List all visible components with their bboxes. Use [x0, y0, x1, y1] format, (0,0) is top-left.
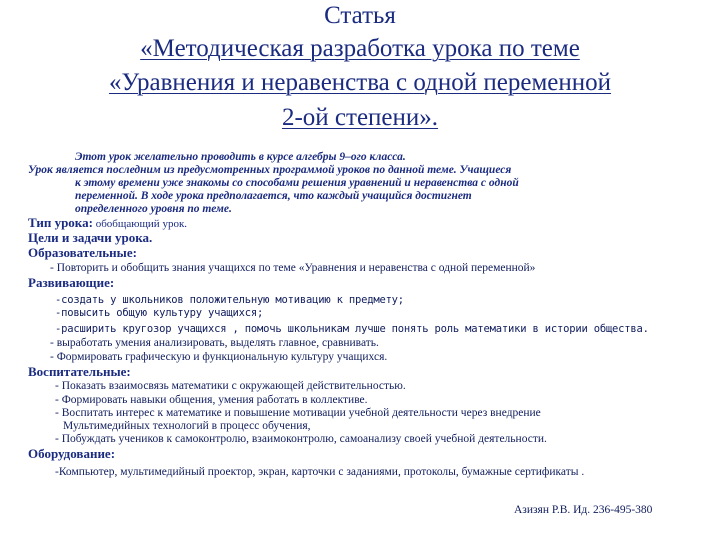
- upbringing-item: Мультимедийных технологий в процесс обучения,: [63, 420, 311, 432]
- intro-line-1: Этот урок желательно проводить в курсе алгебры 9–ого класса.: [75, 151, 406, 163]
- intro-line-2: Урок является последним из предусмотренных программой уроков по данной теме. Учащиеся: [28, 164, 512, 176]
- developing-item: -повысить общую культуру учащихся;: [55, 307, 264, 319]
- lesson-type-label: Тип урока:: [28, 215, 93, 230]
- title-line-1-text: «Методическая разработка урока по теме: [140, 35, 580, 62]
- equipment-heading: Оборудование:: [28, 446, 116, 461]
- article-label: Статья: [324, 2, 396, 29]
- goals-heading: Цели и задачи урока.: [28, 230, 153, 245]
- educational-heading: Образовательные:: [28, 245, 137, 260]
- educational-item: - Повторить и обобщить знания учащихся по теме «Уравнения и неравенства с одной переменной»: [50, 262, 536, 274]
- developing-item: -расширить кругозор учащихся , помочь школьникам лучше понять роль математики в истории общества.: [55, 323, 649, 335]
- intro-line-5: определенного уровня по теме.: [75, 203, 232, 215]
- upbringing-item: - Формировать навыки общения, умения работать в коллективе.: [55, 394, 368, 406]
- title-line-2-text: «Уравнения и неравенства с одной переменной: [108, 69, 612, 96]
- developing-heading: Развивающие:: [28, 275, 115, 290]
- upbringing-heading: Воспитательные:: [28, 364, 131, 379]
- lesson-type: [28, 216, 187, 231]
- title-line-2: [0, 68, 720, 98]
- intro-line-4: переменной. В ходе урока предполагается, что каждый учащийся достигнет: [75, 190, 472, 202]
- author-signature: Азизян Р.В. Ид. 236-495-380: [514, 504, 653, 516]
- equipment-item: -Компьютер, мультимедийный проектор, экран, карточки с заданиями, протоколы, бумажные сертификаты .: [55, 466, 585, 478]
- title-line-3: 2-ой степени».: [281, 104, 439, 131]
- upbringing-item: - Воспитать интерес к математике и повышение мотивации учебной деятельности через внедрение: [55, 407, 541, 419]
- intro-line-3: к этому времени уже знакомы со способами решения уравнений и неравенства с одной: [75, 177, 519, 189]
- developing-item: - выработать умения анализировать, выделять главное, сравнивать.: [50, 337, 379, 349]
- developing-item: -создать у школьников положительную мотивацию к предмету;: [55, 294, 404, 306]
- upbringing-item: - Показать взаимосвязь математики с окружающей действительностью.: [55, 380, 406, 392]
- title-line-1: [0, 34, 720, 64]
- upbringing-item: - Побуждать учеников к самоконтролю, взаимоконтролю, самоанализу своей учебной деятельности.: [55, 433, 547, 445]
- developing-item: - Формировать графическую и функциональную культуру учащихся.: [50, 351, 388, 363]
- lesson-type-value: обобщающий урок.: [92, 218, 188, 230]
